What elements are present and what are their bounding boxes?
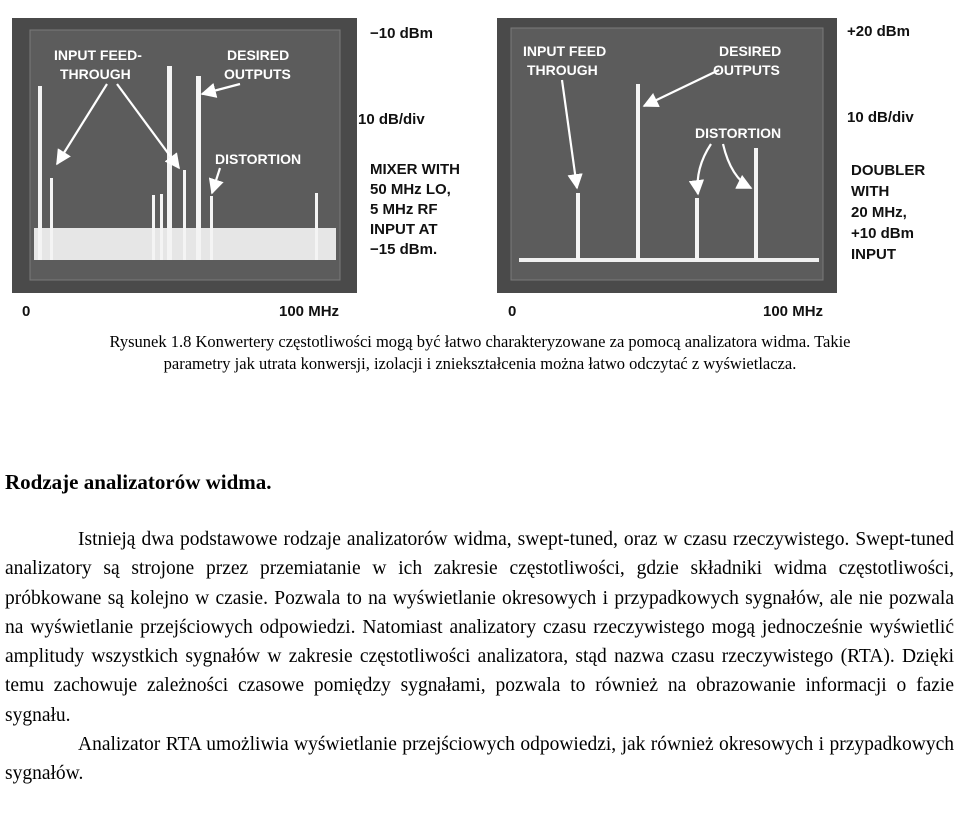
label-distortion: DISTORTION [695,125,782,141]
axis-end-left: 100 MHz [279,303,340,320]
section-body [5,525,954,789]
description-left-line: −15 dBm. [370,241,438,258]
description-right-line: +10 dBm [851,225,914,242]
description-left-line: 5 MHz RF [370,201,438,218]
axis-start-left: 0 [22,303,31,320]
spur-line [152,195,155,260]
distortion-line [695,198,699,260]
label-distortion: DISTORTION [215,151,302,167]
noise-floor [519,258,819,262]
description-right-line: INPUT [851,246,896,263]
distortion-line [754,148,758,260]
body-paragraph: Istnieją dwa podstawowe rodzaje analizatorów widma, swept-tuned, oraz w czasu rzeczywistego. Swept-tuned analizatory są strojone przez przemiatanie w ich zakresie częstotliwości, gdzie składniki widma częstotliwości, próbkowane są kolejno w czasie. Pozwala to na wyświetlanie okresowych i przypadkowych sygnałów, ale nie pozwala na wyświetlanie przejściowych odpowiedzi. Natomiast analizatory czasu rzeczywistego mogą jednocześnie wyświetlić amplitudy wszystkich sygnałów w zakresie częstotliwości analizatora, stąd nazwa czasu rzeczywistego (RTA). Dzięki temu zachowuje zależności czasowe pomiędzy sygnałami, pozwala to również na obrazowanie informacji o fazie sygnału. [5,529,954,726]
description-right-line: 20 MHz, [851,204,907,221]
scale-right: 10 dB/div [847,109,914,126]
spectrum-display-right [497,18,837,293]
description-right-line: WITH [851,183,890,200]
figure-caption [8,331,952,375]
description-left-line: 50 MHz LO, [370,181,451,198]
description-right-line: DOUBLER [851,162,926,179]
description-left [370,160,460,260]
label-input-feedthrough-2: THROUGH [527,62,598,78]
ref-level-left: −10 dBm [370,25,433,42]
description-right [851,160,925,265]
body-paragraph: Analizator RTA umożliwia wyświetlanie przejściowych odpowiedzi, jak również okresowych i przypadkowych sygnałów. [5,734,954,785]
caption-line: Rysunek 1.8 Konwertery częstotliwości mogą być łatwo charakteryzowane za pomocą analizatora widma. Takie [109,332,851,351]
description-left-line: INPUT AT [370,221,438,238]
axis-end-right: 100 MHz [763,303,824,320]
axis-start-right: 0 [508,303,517,320]
ref-level-right: +20 dBm [847,23,910,40]
label-input-feedthrough-2: THROUGH [60,66,131,82]
label-desired-1: DESIRED [719,43,782,59]
label-desired-2: OUTPUTS [224,66,291,82]
label-input-feedthrough-1: INPUT FEED [523,43,607,59]
desired-output-line [167,66,172,260]
label-desired-2: OUTPUTS [713,62,780,78]
description-left-line: MIXER WITH [370,161,460,178]
desired-output-line [636,84,640,260]
scale-left: 10 dB/div [358,111,425,128]
spur-line [160,194,163,260]
feedthrough-line [576,193,580,260]
label-input-feedthrough-1: INPUT FEED- [54,47,142,63]
section-heading: Rodzaje analizatorów widma. [5,470,272,494]
desired-output-line [196,76,201,260]
label-desired-1: DESIRED [227,47,290,63]
spectrum-display-left [12,18,357,293]
distortion-line [210,196,213,260]
caption-line: parametry jak utrata konwersji, izolacji i zniekształcenia można łatwo odczytać z wyświetlacza. [163,354,797,373]
feedthrough-line [38,86,42,260]
distortion-line [183,170,186,260]
spur-line [50,178,53,260]
spectrum-screen-left [12,18,357,293]
spur-line [315,193,318,260]
spectrum-screen-right [497,18,837,293]
